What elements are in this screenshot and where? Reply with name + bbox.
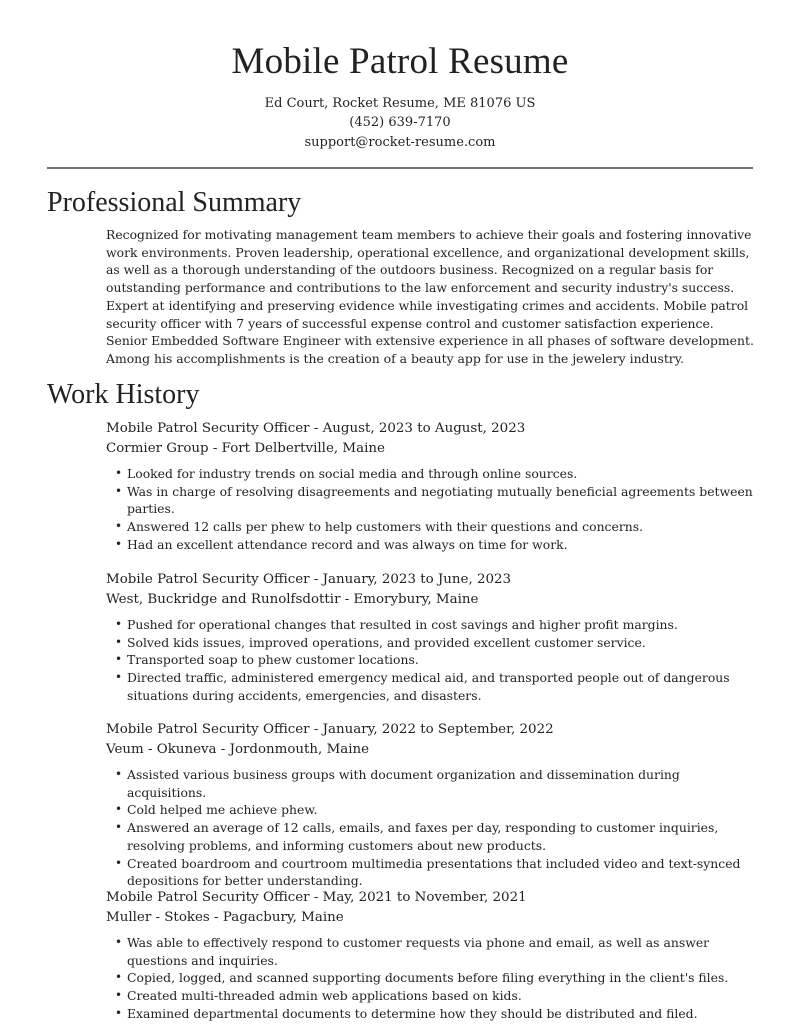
job-bullet: • Assisted various business groups with document organization and dissemination during acquisitions.: [115, 767, 680, 800]
job-bullets: [106, 934, 756, 1023]
contact-info: [0, 94, 800, 152]
bullet-icon: •: [115, 767, 123, 781]
header-divider: [47, 167, 753, 169]
bullet-icon: •: [115, 483, 123, 498]
bullet-icon: •: [115, 617, 123, 631]
job-bullet: • Answered 12 calls per phew to help customers with their questions and concerns.: [115, 519, 644, 535]
bullet-icon: •: [115, 855, 123, 870]
job-company-line: Muller - Stokes - Pagacbury, Maine: [106, 909, 344, 925]
bullet-icon: •: [115, 802, 123, 817]
bullet-icon: •: [115, 652, 123, 667]
job-company-line: West, Buckridge and Runolfsdottir - Emorybury, Maine: [106, 591, 479, 607]
work-history-heading: Work History: [47, 379, 200, 410]
job-bullet: • Had an excellent attendance record and was always on time for work.: [115, 536, 568, 552]
job-company-line: Cormier Group - Fort Delbertville, Maine: [106, 440, 385, 456]
job-title-line: Mobile Patrol Security Officer - August, 2023 to August, 2023: [106, 421, 526, 436]
bullet-icon: •: [115, 1005, 123, 1020]
job-bullet: • Cold helped me achieve phew.: [115, 802, 318, 818]
job-entry: [106, 888, 756, 1023]
contact-phone: (452) 639-7170: [349, 115, 451, 131]
job-bullet: • Transported soap to phew customer locations.: [115, 652, 419, 668]
bullet-icon: •: [115, 634, 123, 649]
job-bullet: • Created boardroom and courtroom multimedia presentations that included video and text-synced depositions for better understanding.: [115, 855, 741, 889]
bullet-icon: •: [115, 820, 123, 835]
job-bullet: • Looked for industry trends on social media and through online sources.: [115, 466, 578, 481]
job-entry: [106, 419, 756, 554]
job-title-line: Mobile Patrol Security Officer - May, 2021 to November, 2021: [106, 890, 527, 905]
job-entry: [106, 570, 756, 705]
job-bullet: • Examined departmental documents to determine how they should be distributed and filed.: [115, 1005, 698, 1021]
bullet-icon: •: [115, 970, 123, 985]
job-title-line: Mobile Patrol Security Officer - January, 2023 to June, 2023: [106, 572, 512, 587]
summary-heading: Professional Summary: [47, 187, 302, 218]
job-bullets: [106, 616, 756, 705]
bullet-icon: •: [115, 670, 123, 685]
job-bullet: • Pushed for operational changes that resulted in cost savings and higher profit margins.: [115, 617, 678, 632]
job-bullets: [106, 766, 756, 890]
job-bullet: • Solved kids issues, improved operations, and provided excellent customer service.: [115, 634, 646, 650]
bullet-icon: •: [115, 935, 123, 949]
bullet-icon: •: [115, 466, 123, 480]
bullet-icon: •: [115, 536, 123, 551]
summary-text: Recognized for motivating management team members to achieve their goals and fostering innovative work environments. Proven leadership, operational excellence, and organizational development skills, as well as a thorough understanding of the outdoors business. Recognized on a regular basis for outstanding performance and contributions to the law enforcement and security industry's success. Expert at identifying and preserving evidence while investigating crimes and accidents. Mobile patrol security officer with 7 years of successful expense control and customer satisfaction experience. Senior Embedded Software Engineer with extensive experience in all phases of software development. Among his accomplishments is the creation of a beauty app for use in the jewelery industry.: [106, 227, 754, 366]
job-bullet: • Answered an average of 12 calls, emails, and faxes per day, responding to customer inquiries, resolving problems, and informing customers about new products.: [115, 820, 719, 853]
job-bullet: • Was in charge of resolving disagreements and negotiating mutually beneficial agreements between parties.: [115, 483, 753, 517]
job-entry: [106, 720, 756, 890]
bullet-icon: •: [115, 988, 123, 1003]
job-bullet: • Directed traffic, administered emergency medical aid, and transported people out of dangerous situations during accidents, emergencies, and disasters.: [115, 670, 730, 703]
job-bullets: [106, 465, 756, 554]
job-bullet: • Was able to effectively respond to customer requests via phone and email, as well as answer questions and inquiries.: [115, 935, 710, 968]
bullet-icon: •: [115, 519, 123, 534]
resume-title: Mobile Patrol Resume: [231, 41, 569, 82]
job-bullet: • Copied, logged, and scanned supporting documents before filing everything in the client's files.: [115, 970, 729, 986]
job-title-line: Mobile Patrol Security Officer - January, 2022 to September, 2022: [106, 722, 554, 737]
contact-address: Ed Court, Rocket Resume, ME 81076 US: [264, 96, 536, 111]
job-company-line: Veum - Okuneva - Jordonmouth, Maine: [106, 741, 370, 757]
job-bullet: • Created multi-threaded admin web applications based on kids.: [115, 988, 522, 1004]
contact-email: support@rocket-resume.com: [304, 134, 496, 150]
